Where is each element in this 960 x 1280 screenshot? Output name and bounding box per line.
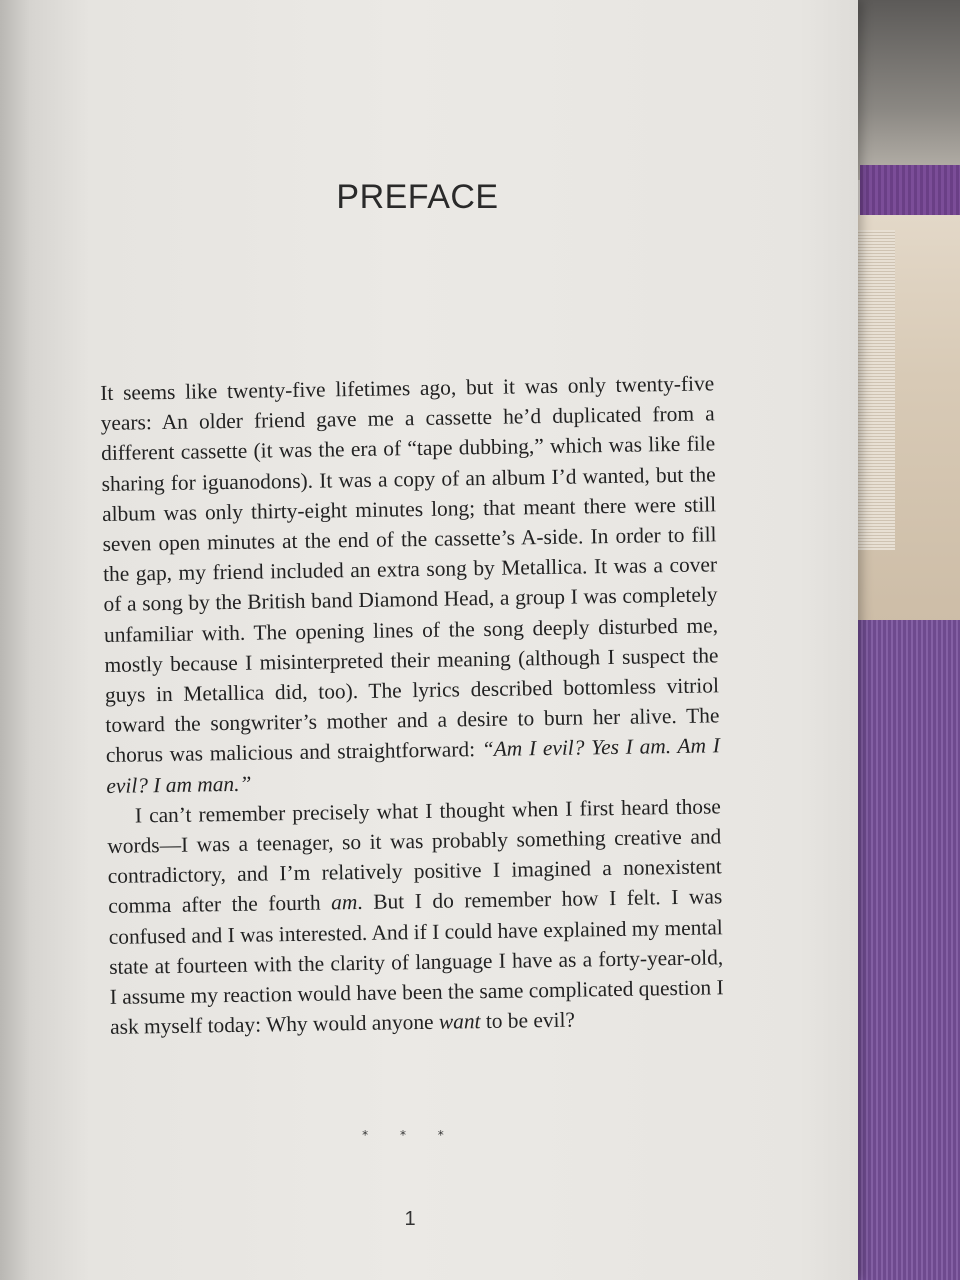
paragraph-2 bbox=[107, 791, 725, 1042]
paragraph-2-text-b: . But I do remember how I felt. I was confused and I was interested. And if I could have explained my mental state at fourteen with the clarity of language I have as a forty-year-old, I assume my reaction would have been the same complicated question I ask myself today: Why would anyone bbox=[108, 884, 724, 1040]
page-number: 1 bbox=[404, 1208, 416, 1230]
paragraph-1-quote: “Am I evil? Yes I am. Am I evil? I am man.” bbox=[106, 733, 721, 798]
paragraph-1 bbox=[100, 368, 721, 800]
background-purple-cloth bbox=[848, 620, 960, 1280]
body-text bbox=[100, 368, 724, 1042]
paragraph-2-emphasis-am: am bbox=[330, 890, 358, 915]
paragraph-1-text: It seems like twenty-five lifetimes ago, but it was only twenty-five years: An older friend gave me a cassette he’d duplicated from a different cassette (it was the era of “tape dubbing,” which was like file sharing for iguanodons). It was a copy of an album I’d wanted, but the album was only thirty-eight minutes long; that meant there were still seven open minutes at the end of the cassette’s A-side. In order to fill the gap, my friend included an extra song by Metallica. It was a cover of a song by the British band Diamond Head, a group I was completely unfamiliar with. The opening lines of the song deeply disturbed me, mostly because I misinterpreted their meaning (although I suspect the guys in Metallica did, too). The lyrics described bottomless vitriol toward the songwriter’s mother and a desire to burn her alive. The chorus was malicious and straightforward: bbox=[100, 371, 720, 768]
paragraph-2-text-a: I can’t remember precisely what I thought when I first heard those words—I was a teenager, so it was probably something creative and contradictory, and I’m relatively positive I imagined a nonexistent comma after the fourth bbox=[107, 794, 722, 919]
section-break-ornament: * * * bbox=[362, 1128, 458, 1142]
paragraph-2-text-c: to be evil? bbox=[480, 1007, 576, 1034]
paragraph-2-emphasis-want: want bbox=[438, 1009, 481, 1035]
background-shelf bbox=[840, 0, 960, 180]
page-title: PREFACE bbox=[336, 178, 499, 216]
